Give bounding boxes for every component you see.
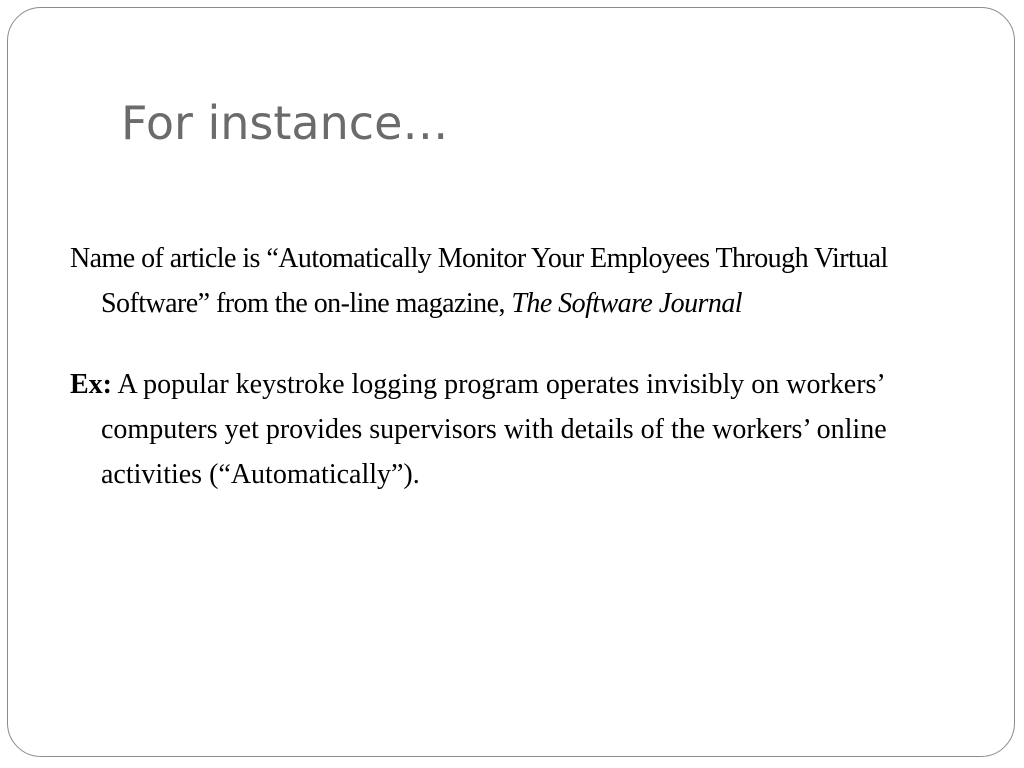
slide-frame bbox=[7, 7, 1015, 757]
article-name-text: Name of article is “Automatically Monitor Your Employees Through Virtual Software” from the on-line magazine, bbox=[70, 243, 888, 319]
slide-body bbox=[70, 236, 970, 533]
example-text: A popular keystroke logging program operates invisibly on workers’ computers yet provides supervisors with details of the workers’ online activities (“Automatically”). bbox=[101, 369, 887, 490]
example-label: Ex: bbox=[70, 369, 112, 400]
slide-title: For instance… bbox=[121, 96, 449, 150]
example-paragraph bbox=[70, 362, 970, 497]
journal-title: The Software Journal bbox=[511, 288, 742, 319]
article-name-paragraph bbox=[70, 236, 970, 326]
